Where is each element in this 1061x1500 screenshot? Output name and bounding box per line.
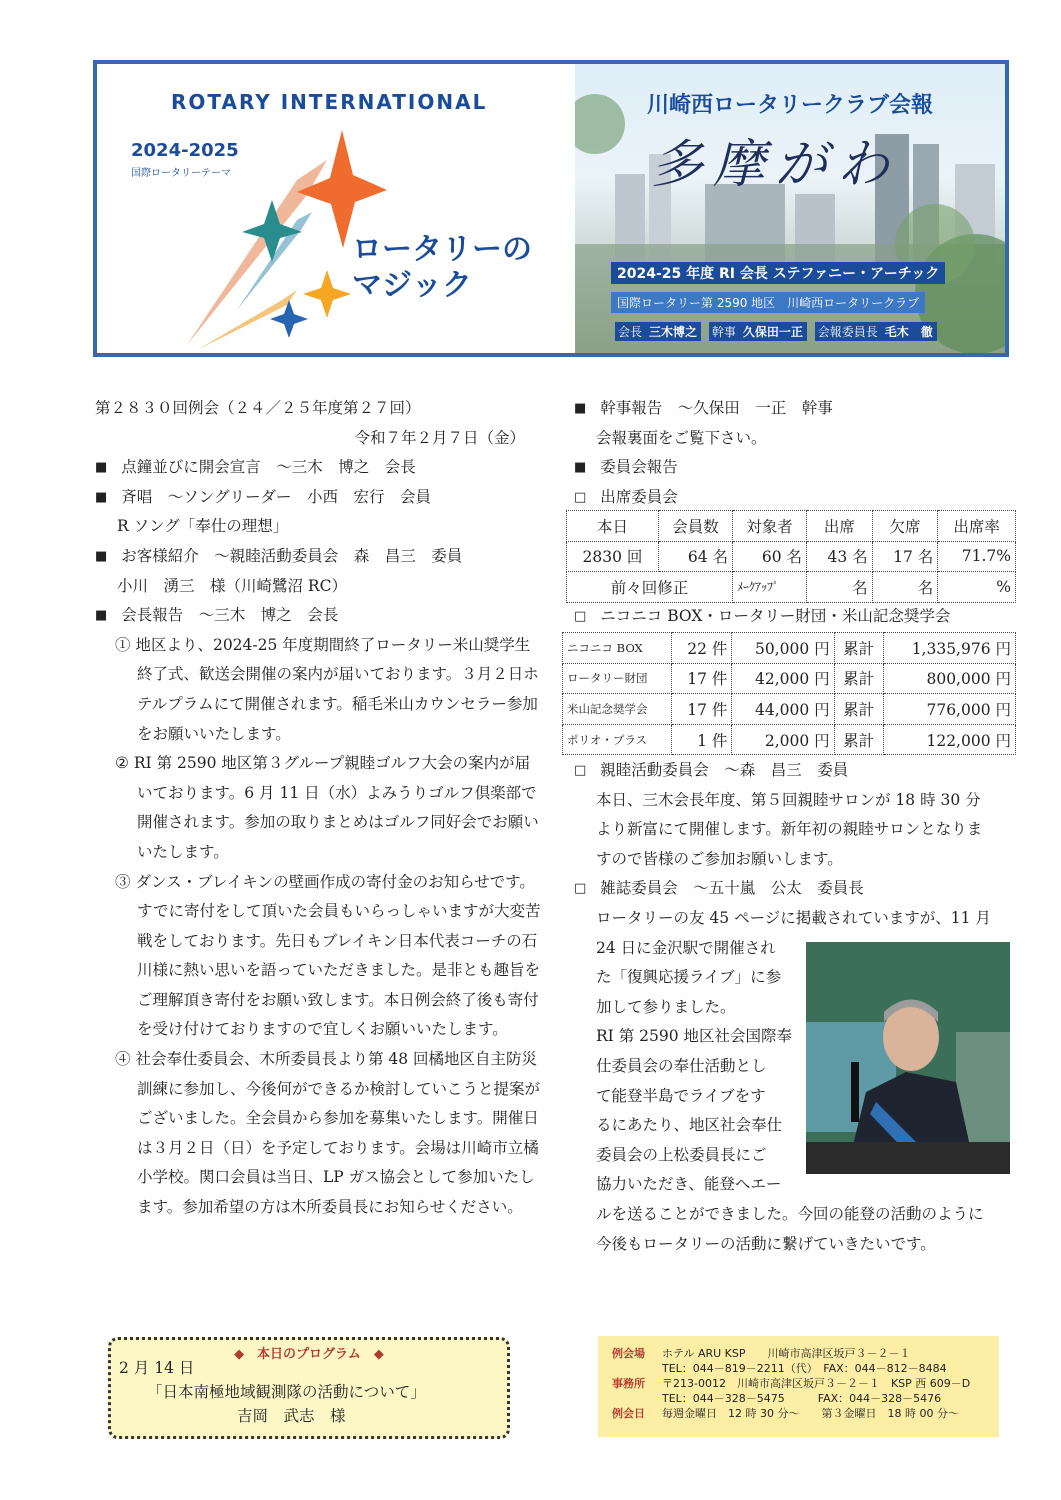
speaker-photo — [806, 942, 1010, 1174]
ri-years: 2024-2025 — [131, 140, 239, 161]
song-title: R ソング「奉仕の理想」 — [117, 517, 289, 536]
agenda-item: ■ 点鐘並びに開会宣言 ～三木 博之 会長 — [95, 458, 416, 477]
donation-table — [562, 632, 1016, 755]
office-row: 事務所 〒213-0012 川崎市高津区坂戸３－２－１ KSP 西 609－D — [612, 1377, 971, 1390]
agenda-item: ■ 会長報告 ～三木 博之 会長 — [95, 606, 339, 625]
report-item: ② RI 第 2590 地区第３グループ親睦ゴルフ大会の案内が届いております。6 月 11 日（水）よみうりゴルフ倶楽部で開催されます。参加の取りまとめはゴルフ同好会でお願いいたします。 — [115, 754, 539, 861]
secretary-text: 会報裏面をご覧下さい。 — [596, 428, 767, 447]
table-row: ロータリー財団 17 件 42,000 円 累計 800,000 円 — [563, 663, 1016, 694]
table-row: 前々回修正 ﾒｰｸｱｯﾌﾟ 名 名 % — [567, 572, 1016, 603]
donation-heading: □ ニコニコ BOX・ロータリー財団・米山記念奨学会 — [574, 607, 951, 625]
ri-president-line: 2024-25 年度 RI 会長 ステファニー・アーチック — [611, 262, 945, 284]
officers-line: 会長 三木博之 幹事 久保田一正 会報委員長 毛木 徹 — [611, 322, 937, 341]
club-info-box — [598, 1336, 999, 1437]
meeting-date: 令和７年２月７日（金） — [354, 428, 525, 447]
right-column — [574, 394, 1014, 512]
attendance-heading: □ 出席委員会 — [574, 487, 678, 506]
program-box — [108, 1337, 510, 1439]
guest-name: 小川 湧三 様（川崎鷺沼 RC） — [117, 576, 347, 595]
meeting-day-row: 例会日 毎週金曜日 12 時 30 分～ 第３金曜日 18 時 00 分～ — [612, 1407, 959, 1420]
meeting-number: 第２８３０回例会（２４／２５年度第２７回） — [95, 399, 421, 417]
table-row: 米山記念奨学会 17 件 44,000 円 累計 776,000 円 — [563, 694, 1016, 725]
district-line: 国際ロータリー第 2590 地区 川崎西ロータリークラブ — [611, 292, 925, 313]
venue-tel: TEL：044－819－2211（代） FAX：044－812－8484 — [662, 1362, 947, 1375]
report-item: ① 地区より、2024-25 年度期間終了ロータリー米山奨学生終了式、歓送会開催の案内が届いております。３月２日ホテルプラムにて開催されます。稲毛米山カウンセラー参加をお願いいたします。 — [115, 635, 539, 743]
agenda-item: ■ お客様紹介 ～親睦活動委員会 森 昌三 委員 — [95, 546, 463, 565]
committee-report: ■ 委員会報告 — [574, 458, 678, 477]
attendance-table — [566, 510, 1016, 603]
magazine-committee-heading: 雑誌委員会 ～五十嵐 公太 委員長 — [600, 879, 864, 898]
agenda-item: ■ 斉唱 ～ソングリーダー 小西 宏行 会員 — [95, 487, 431, 506]
program-date: 2 月 14 日 — [119, 1359, 195, 1377]
table-row: 2830 回 64 名 60 名 43 名 17 名 71.7% — [567, 541, 1016, 572]
secretary-report: ■ 幹事報告 ～久保田 一正 幹事 — [574, 399, 833, 417]
program-title: 「日本南極地域観測隊の活動について」 — [147, 1383, 426, 1401]
newsletter-calligraphy: 多摩がわ — [651, 135, 900, 195]
office-tel: TEL：044－328－5475 FAX：044－328－5476 — [662, 1392, 942, 1405]
newsletter-header — [93, 60, 1009, 357]
theme-magic-text: ロータリーの マジック — [352, 232, 532, 303]
social-committee: □ 親睦活動委員会 ～森 昌三 委員 本日、三木会長年度、第５回親睦サロンが 18 時 30 分 より新富にて開催します。新年初の親睦サロンとなりま すので皆様のご参加お願いします。 □ 雑誌委員会 ～五十嵐 公太 委員長 ロータリーの友 45 ページに掲載されていますが、11 月 24 日に金沢駅で開催され た「復興応援ライブ」に参 加して参りました。 RI 第 2590 地区社会国際奉 仕委員会の奉仕活動とし て能登半島でライブをす るにあたり、地区社会奉仕 委員会の上松委員長にご 協力いただき、能登へエー ルを送ることができました。今回の能登の活動のように 今後もロータリーの活動に繋げていきたいです。 — [574, 761, 991, 1253]
ri-theme-panel — [97, 64, 573, 353]
table-row: 本日 会員数 対象者 出席 欠席 出席率 — [567, 511, 1016, 542]
report-item: ④ 社会奉仕委員会、木所委員長より第 48 回橘地区自主防災訓練に参加し、今後何ができるか検討していこうと提案がございました。全会員から参加を募集いたします。開催日は３月２日（日）を予定しております。会場は川崎市立橘小学校。関口会員は当日、LP ガス協会として参加いたします。参加希望の方は木所委員長にお知らせください。 — [115, 1050, 541, 1217]
ri-theme-label: 国際ロータリーテーマ — [131, 168, 231, 179]
program-speaker: 吉岡 武志 様 — [237, 1407, 346, 1425]
table-row: ポリオ・プラス 1 件 2,000 円 累計 122,000 円 — [563, 724, 1016, 755]
table-row: ニコニコ BOX 22 件 50,000 円 累計 1,335,976 円 — [563, 633, 1016, 664]
venue-row: 例会場 ホテル ARU KSP 川崎市高津区坂戸３－２－１ — [612, 1347, 911, 1360]
left-column — [95, 394, 545, 1223]
program-heading: ◆ 本日のプログラム ◆ — [234, 1347, 384, 1362]
club-photo-panel — [575, 64, 1005, 353]
report-item: ③ ダンス・ブレイキンの壁画作成の寄付金のお知らせです。すでに寄付をして頂いた会員もいらっしゃいますが大変苦戦をしております。先日もブレイキン日本代表コーチの石川様に熱い思いを語っていただきました。是非とも趣旨をご理解頂き寄付をお願い致します。本日例会終了後も寄付を受け付けておりますので宜しくお願いいたします。 — [115, 872, 541, 1039]
ri-title: ROTARY INTERNATIONAL — [171, 90, 488, 114]
club-newsletter-title: 川崎西ロータリークラブ会報 — [646, 93, 933, 118]
